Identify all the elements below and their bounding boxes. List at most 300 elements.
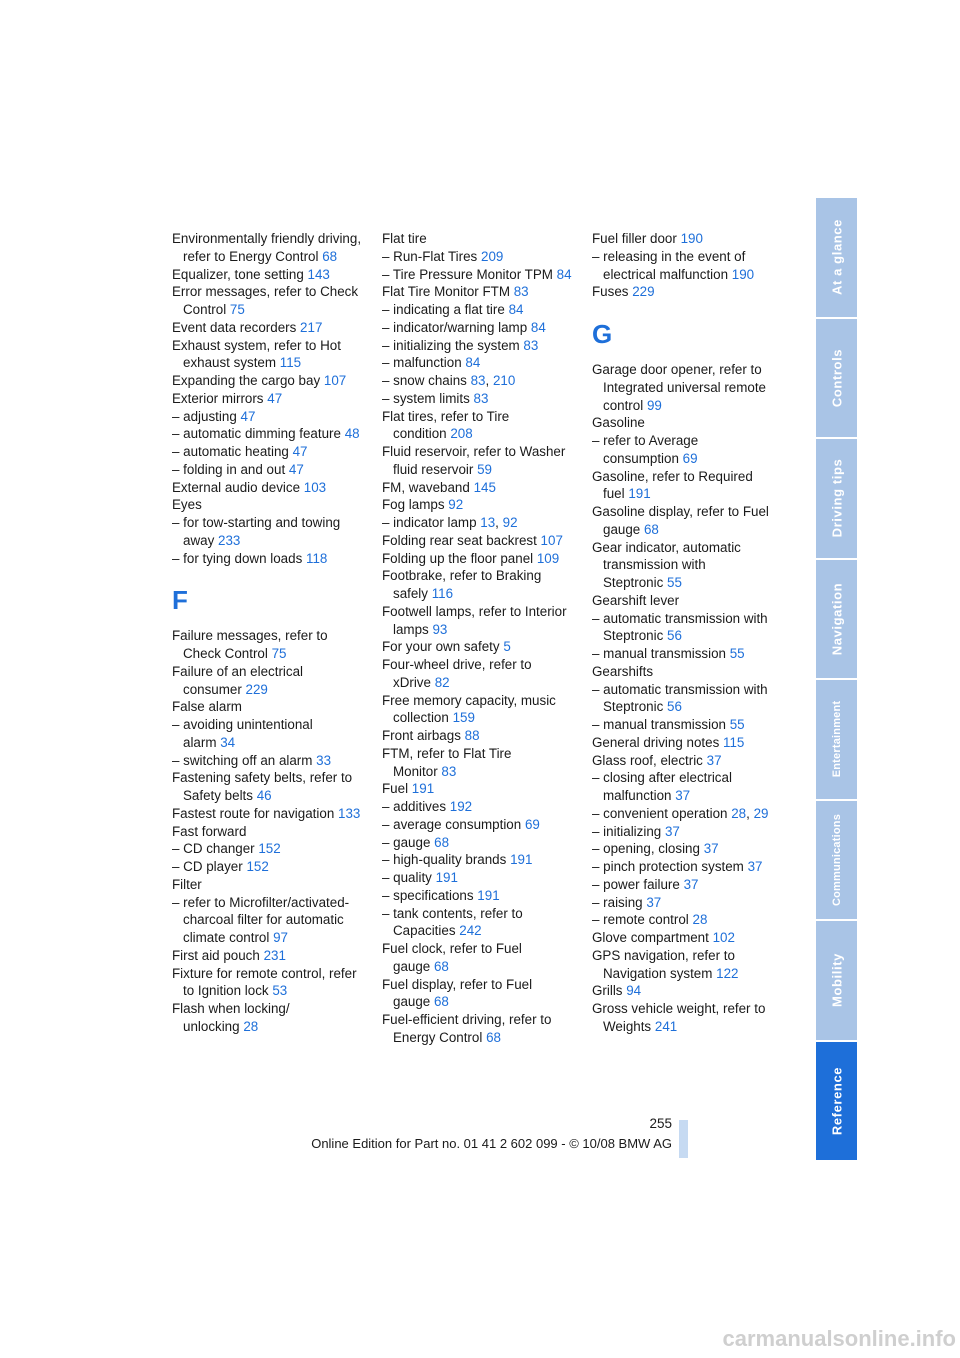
index-entry [382,532,574,550]
index-entry [382,354,574,372]
index-entry-text: Footbrake, refer to Braking safely [382,568,542,601]
sidebar-tab-entertainment[interactable] [816,680,857,799]
page-reference-link[interactable]: 210 [492,373,516,388]
page-reference-link[interactable]: 217 [300,319,323,335]
index-entry-text: Glove compartment [592,930,709,945]
sidebar-tab-driving-tips[interactable] [816,439,857,558]
watermark: carmanualsonline.info [722,1326,956,1351]
index-entry-text: Fastest route for navigation [172,805,335,821]
index-entry [382,692,574,728]
page-reference-link[interactable]: 190 [731,266,755,282]
page-reference-link[interactable]: 5 [503,639,511,655]
index-entry-text: – quality [382,870,432,885]
page-reference-link[interactable]: 55 [729,646,745,661]
index-entry-text: – for tow-starting and towing away [172,515,341,548]
index-entry-text: Gearshift lever [592,592,680,608]
page-reference-link[interactable]: 75 [229,302,245,317]
index-entry-text: – initializing [592,823,662,839]
index-entry-text: – indicator lamp [382,515,477,530]
page-reference-link[interactable]: 192 [449,799,473,814]
index-entry-text: Fuel-efficient driving, refer to Energy Control [382,1012,552,1045]
page-reference-link[interactable]: 109 [536,550,560,566]
page-reference-link[interactable]: 47 [292,444,308,459]
page-reference-link[interactable]: 47 [267,390,283,406]
index-entry-text: – additives [382,799,447,814]
index-entry [172,230,364,266]
index-entry: – snow chains 83, 210 [382,373,516,388]
index-entry [592,840,784,858]
index-entry-text: Fast forward [172,823,247,839]
index-entry [172,823,364,841]
index-entry-text: Glass roof, electric [592,752,703,768]
index-entry [172,390,364,408]
index-entry [172,858,364,876]
index-entry [382,798,574,816]
page-reference-link[interactable]: 88 [464,728,480,743]
sidebar-tab-communications[interactable] [816,801,857,920]
index-entry [592,752,784,770]
sidebar-tab-controls[interactable] [816,319,857,438]
index-entry [172,514,364,550]
page-reference-link[interactable]: 37 [675,788,691,803]
index-entry [382,319,574,337]
page-reference-link[interactable]: 152 [246,859,269,874]
index-entry-text: – for tying down loads [172,550,303,566]
page-reference-link[interactable]: 82 [434,674,450,690]
page-reference-link[interactable]: 145 [473,479,496,495]
page-reference-link[interactable]: 191 [477,887,500,903]
index-entry-text: Flat tires, refer to Tire condition [382,408,510,442]
page-reference-link[interactable]: 93 [432,621,448,637]
page-reference-link[interactable]: 99 [646,397,662,413]
index-entry-text: – automatic dimming feature [172,426,341,442]
page-reference-link[interactable]: 47 [288,461,304,477]
index-entry-text: – CD player [172,859,243,874]
index-entry-text: External audio device [172,479,301,495]
page-reference-link[interactable]: 115 [723,734,745,750]
index-entry [172,479,364,497]
page-reference-link[interactable]: 229 [245,681,268,697]
index-entry [172,283,364,319]
page-reference-link[interactable]: 191 [628,486,651,502]
index-column-3 [592,230,784,1036]
sidebar-tab-mobility[interactable] [816,921,857,1040]
index-entry [172,550,364,568]
index-entry [172,627,364,663]
page-reference-link[interactable]: 56 [667,628,682,644]
index-entry-text: – snow chains [382,373,467,388]
index-column-1 [172,230,364,1036]
page-reference-link[interactable]: 229 [632,284,655,300]
index-entry [592,681,784,717]
index-entry [382,408,574,444]
page-reference-link[interactable]: 190 [680,231,703,246]
page-reference-link[interactable]: 75 [271,646,287,661]
index-entry-text: – manual transmission [592,717,726,732]
index-entry [382,248,574,266]
index-entry [592,230,784,248]
index-entry-text: – closing after electrical malfunction [592,770,732,803]
index-entry [172,443,364,461]
index-entry [172,716,364,752]
index-entry-text: Front airbags [382,728,461,743]
index-column-2 [382,230,574,1047]
index-entry [382,1011,574,1047]
page-reference-link[interactable]: 191 [435,870,458,885]
page-reference-link[interactable]: 68 [434,834,450,850]
page-reference-link[interactable]: 191 [510,852,533,868]
index-entry-text: – opening, closing [592,841,700,857]
index-entry [172,769,364,805]
page-reference-link[interactable]: 55 [667,575,682,590]
index-entry [592,645,784,663]
index-entry-text: Fastening safety belts, refer to Safety belts [172,770,353,803]
sidebar-tab-reference[interactable] [816,1042,857,1161]
page-reference-link[interactable]: 94 [626,983,642,999]
page-reference-link[interactable]: 209 [481,248,504,264]
index-entry [592,823,784,841]
page-reference-link[interactable]: 84 [465,355,481,371]
index-entry [382,390,574,408]
index-entry-text: Fuel [382,781,409,797]
index-entry [172,894,364,947]
index-entry-text: Flash when locking/ unlocking [172,1001,290,1034]
index-entry-text: Grills [592,983,623,999]
index-entry [382,887,574,905]
index-entry-text: – convenient operation [592,805,728,821]
page-reference-link[interactable]: 103 [303,479,327,495]
index-entry [592,361,784,414]
index-entry [382,496,574,514]
page-reference-link[interactable]: 122 [716,965,739,981]
index-entry [592,503,784,539]
page-reference-link[interactable]: 152 [258,841,281,857]
index-entry-text: Folding up the floor panel [382,550,534,566]
page-reference-link[interactable]: 208 [450,426,473,442]
page-reference-link[interactable]: 92 [448,497,464,513]
index-entry [592,432,784,468]
index-entry-text: – average consumption [382,816,522,832]
index-entry-text: Failure messages, refer to Check Control [172,628,328,661]
page-reference-link[interactable]: 28 [243,1018,259,1034]
index-entry-text: – manual transmission [592,646,726,661]
index-entry [172,840,364,858]
index-letter-heading: G [592,319,613,349]
page-reference-link[interactable]: 84 [508,302,524,317]
page-reference-link[interactable]: 53 [272,983,288,999]
index-entry-text: False alarm [172,699,242,715]
index-entry-text: – initializing the system [382,337,520,353]
sidebar-tab-label: Communications [830,813,843,906]
index-entry-text: Equalizer, tone setting [172,266,304,282]
index-entry [592,769,784,805]
index-entry-text: – power failure [592,876,680,892]
index-entry-text: – pinch protection system [592,859,744,874]
index-entry-text: – folding in and out [172,461,286,477]
page-reference-link[interactable]: 68 [643,521,659,537]
page-reference-link[interactable]: 102 [712,930,735,945]
page-reference-link[interactable]: 28 [692,912,708,928]
index-entry [382,301,574,319]
page-reference-link[interactable]: 83 [441,763,457,779]
index-entry [592,734,784,752]
index-entry-text: Expanding the cargo bay [172,373,321,388]
index-entry [172,663,364,699]
index-entry-text: – adjusting [172,408,237,424]
index-entry-text: Filter [172,876,202,892]
index-entry [172,965,364,1001]
index-entry [172,319,364,337]
index-entry-text: GPS navigation, refer to Navigation system [592,947,735,981]
page-reference-link[interactable]: 48 [344,426,360,442]
page-reference-link[interactable]: 107 [540,532,563,548]
index-entry-text: General driving notes [592,734,720,750]
index-entry [382,656,574,692]
index-entry-text: – system limits [382,390,470,406]
index-entry [592,858,784,876]
index-entry [172,372,364,390]
page-reference-link[interactable]: 83 [523,337,539,353]
index-entry [172,425,364,443]
index-entry-text: Garage door opener, refer to Integrated universal remote control [592,362,767,413]
index-entry-text: Fuel display, refer to Fuel gauge [382,976,533,1010]
page-reference-link[interactable]: 133 [338,805,361,821]
index-entry [172,496,364,514]
index-entry-text: – automatic transmission with Steptronic [592,681,768,715]
index-entry [592,929,784,947]
index-entry-text: Fixture for remote control, refer to Ignition lock [172,965,357,999]
index-entry [382,851,574,869]
page-number: 255 [649,1116,672,1131]
index-entry [172,408,364,426]
index-entry-text: – automatic transmission with Steptronic [592,610,768,644]
sidebar-tab-label: Controls [829,348,844,407]
page-reference-link[interactable]: 68 [322,248,338,264]
page-reference-link[interactable]: 37 [683,876,699,892]
index-entry-text: – high-quality brands [382,852,507,868]
index-entry [382,816,574,834]
index-entry-text: Free memory capacity, music collection [382,692,556,726]
index-entry-text: Event data recorders [172,319,297,335]
index-entry-text: – CD changer [172,841,255,857]
index-entry [172,752,364,770]
page-reference-link[interactable]: 69 [682,450,698,466]
page-reference-link[interactable]: 68 [433,994,449,1010]
index-entry [382,337,574,355]
index-entry-text: Flat Tire Monitor FTM [382,284,510,300]
index-entry [592,248,784,284]
page-reference-link[interactable]: 231 [263,947,286,963]
index-entry [382,940,574,976]
index-letter-heading: F [172,585,188,616]
index-entry-text: Flat tire [382,231,427,246]
page-reference-link[interactable]: 83 [470,373,486,388]
index-entry [592,716,784,734]
index-entry [382,603,574,639]
index-entry [592,663,784,681]
page-reference-link[interactable]: 29 [753,805,769,821]
index-entry [382,834,574,852]
index-entry [382,638,574,656]
index-entry-text: – indicating a flat tire [382,302,505,317]
sidebar-tab-label: Mobility [829,953,844,1008]
index-entry [592,911,784,929]
index-entry [592,947,784,983]
index-entry-text: Failure of an electrical consumer [172,663,303,697]
page-reference-link[interactable]: 159 [452,710,475,726]
index-entry [382,550,574,568]
index-entry-text: Fuses [592,284,629,300]
index-entry [382,905,574,941]
page-reference-link[interactable]: 33 [316,752,332,768]
index-entry [592,283,784,301]
index-entry-text: Exhaust system, refer to Hot exhaust system [172,337,341,371]
footer-edition-text: Online Edition for Part no. 01 41 2 602 099 - © 10/08 BMW AG [311,1136,672,1151]
sidebar-tab-label: Entertainment [830,700,843,778]
index-entry-text: – raising [592,894,643,910]
page-reference-link[interactable]: 116 [431,586,454,601]
index-entry-text: Fog lamps [382,497,445,513]
index-entry-text: – refer to Average consumption [592,433,699,466]
index-entry [592,539,784,592]
index-entry [382,266,574,284]
index-entry [382,443,574,479]
page-reference-link[interactable]: 191 [411,781,435,797]
index-entry [172,266,364,284]
index-entry-text: – Tire Pressure Monitor TPM [382,266,553,282]
sidebar-tab-navigation[interactable] [816,560,857,679]
page-reference-link[interactable]: 37 [664,823,680,839]
index-entry [592,414,784,432]
index-entry [382,745,574,781]
index-entry-text: Folding rear seat backrest [382,532,537,548]
index-entry [382,869,574,887]
page-number-bar [679,1120,688,1158]
page-reference-link[interactable]: 28 [731,805,747,821]
index-entry-text: – refer to Microfilter/activated-charcoal filter for automatic climate control [172,894,350,945]
index-entry [172,337,364,373]
sidebar-tab-at-a-glance[interactable] [816,198,857,317]
section-sidebar [816,198,857,1160]
index-entry-text: – avoiding unintentional alarm [172,717,313,750]
page-reference-link[interactable]: 13 [480,515,496,530]
index-entry-text: Gasoline display, refer to Fuel gauge [592,504,769,537]
index-entry [172,947,364,965]
page-reference-link[interactable]: 55 [729,717,745,732]
page-reference-link[interactable]: 37 [646,894,662,910]
page-reference-link[interactable]: 84 [556,266,572,282]
page-reference-link[interactable]: 34 [220,734,236,750]
index-entry [592,1000,784,1036]
index-entry-text: Gasoline [592,415,645,431]
index-entry [172,876,364,894]
index-entry [382,976,574,1012]
index-entry [592,982,784,1000]
page-reference-link[interactable]: 97 [273,930,288,945]
index-entry-text: – Run-Flat Tires [382,248,478,264]
page-reference-link[interactable]: 59 [477,461,493,477]
page-reference-link[interactable]: 242 [459,923,482,939]
page-reference-link[interactable]: 37 [703,841,719,857]
sidebar-tab-label: Driving tips [829,458,844,538]
index-entry [172,461,364,479]
page-reference-link[interactable]: 107 [323,373,347,388]
index-entry-text: Gearshifts [592,663,654,679]
index-entry [382,567,574,603]
index-entry [172,805,364,823]
page-reference-link[interactable]: 83 [513,284,529,300]
index-entry-text: Four-wheel drive, refer to xDrive [382,657,532,690]
index-entry: – convenient operation 28, 29 [592,805,769,821]
index-entry-text: FM, waveband [382,479,470,495]
index-entry [592,876,784,894]
page-reference-link[interactable]: 47 [240,408,256,424]
page-reference-link[interactable]: 84 [530,319,546,335]
sidebar-tab-label: Navigation [829,582,844,655]
index-entry-text: Gear indicator, automatic transmission with Steptronic [592,539,741,590]
index-entry-text: For your own safety [382,639,500,655]
page-reference-link[interactable]: 115 [279,355,302,371]
index-entry [592,894,784,912]
page-reference-link[interactable]: 118 [306,550,328,566]
index-entry [382,780,574,798]
index-entry [592,468,784,504]
index-entry [382,283,574,301]
index-entry [172,1000,364,1036]
index-entry-text: Gasoline, refer to Required fuel [592,468,753,502]
index-entry-text: Fuel clock, refer to Fuel gauge [382,941,522,974]
page-reference-link[interactable]: 46 [256,788,272,803]
page-reference-link[interactable]: 68 [486,1029,501,1045]
index-entry-text: – malfunction [382,355,462,371]
index-entry-text: – gauge [382,834,431,850]
index-entry [382,727,574,745]
page-reference-link[interactable]: 143 [307,266,330,282]
index-entry-text: – tank contents, refer to Capacities [382,905,523,939]
page-reference-link[interactable]: 37 [706,752,722,768]
index-entry [592,610,784,646]
index-entry [592,592,784,610]
index-entry-text: First aid pouch [172,947,260,963]
index-entry-text: – specifications [382,887,474,903]
index-entry-text: – indicator/warning lamp [382,319,528,335]
index-entry-text: Exterior mirrors [172,390,264,406]
index-entry [172,698,364,716]
index-entry-text: Fluid reservoir, refer to Washer fluid reservoir [382,444,566,477]
page-reference-link[interactable]: 37 [747,859,763,874]
index-entry-text: Eyes [172,497,202,513]
index-entry-text: Fuel filler door [592,231,677,246]
index-entry-text: – releasing in the event of electrical malfunction [592,248,746,282]
page-reference-link[interactable]: 83 [473,390,489,406]
page-reference-link[interactable]: 92 [502,515,518,530]
page-reference-link[interactable]: 233 [218,532,241,548]
page-reference-link[interactable]: 56 [667,699,682,715]
index-entry-text: – automatic heating [172,444,289,459]
sidebar-tab-label: Reference [829,1066,844,1135]
index-entry: – indicator lamp 13, 92 [382,515,518,530]
index-entry-text: FTM, refer to Flat Tire Monitor [382,745,512,779]
index-entry [382,479,574,497]
index-entry-text: – remote control [592,912,689,928]
page-reference-link[interactable]: 68 [433,958,449,974]
page-reference-link[interactable]: 69 [524,816,540,832]
page-reference-link[interactable]: 241 [654,1018,678,1034]
index-entry-text: Footwell lamps, refer to Interior lamps [382,603,567,637]
index-entry-text: Environmentally friendly driving, refer to Energy Control [172,231,362,264]
index-entry-text: – switching off an alarm [172,752,313,768]
index-entry-text: Gross vehicle weight, refer to Weights [592,1001,766,1034]
